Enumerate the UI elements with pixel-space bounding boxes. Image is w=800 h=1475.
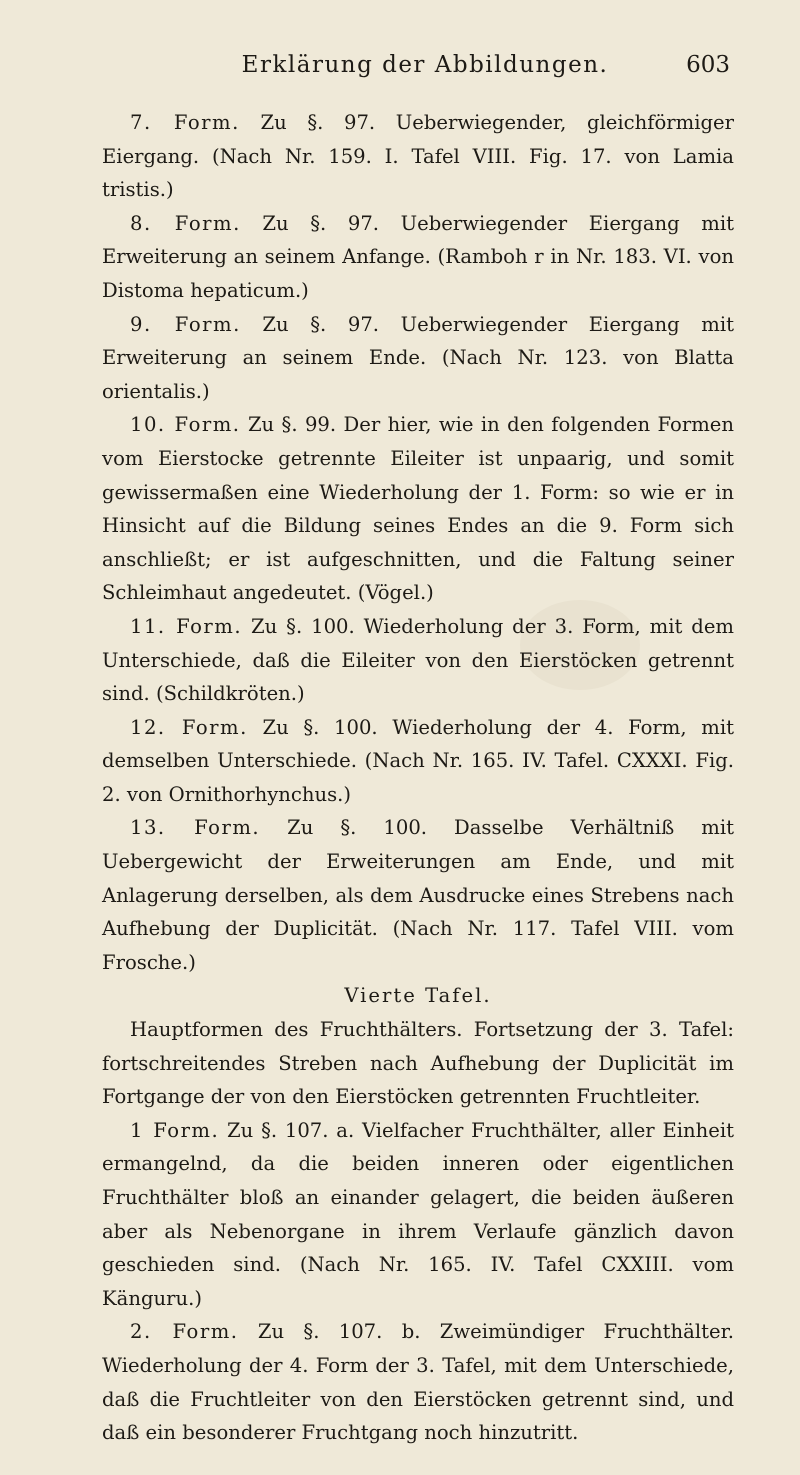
paragraph-form-7: [102, 106, 734, 207]
form-label: 12. Form.: [130, 715, 248, 739]
paragraph-text: Zu §. 100. Dasselbe Verhältniß mit Uebergewicht der Erweiterungen am Ende, und mit Anlagerung derselben, als dem Ausdrucke eines Strebens nach Aufhebung der Duplicität. (Nach Nr. 117. Tafel VIII. vom Frosche.): [102, 816, 734, 974]
form-label: 10. Form.: [130, 413, 241, 437]
running-header: [120, 52, 730, 86]
paragraph-form-13: [102, 811, 734, 979]
section-intro: Hauptformen des Fruchthälters. Fortsetzung der 3. Tafel: fortschreitendes Streben nach Aufhebung der Duplicität im Fortgange der von den Eierstöcken getrennten Fruchtleiter.: [102, 1018, 734, 1109]
form-label: 9. Form.: [130, 312, 241, 336]
paragraph-form-1: [102, 1114, 734, 1316]
paragraph-text: Zu §. 99. Der hier, wie in den folgenden Formen vom Eierstocke getrennte Eileiter ist unpaarig, und somit gewissermaßen eine Wiederholung der 1. Form: so wie er in Hinsicht auf die Bildung seines Endes an die 9. Form sich anschließt; er ist aufgeschnitten, und die Faltung seiner Schleimhaut angedeutet. (Vögel.): [102, 413, 734, 605]
paragraph-text: Zu §. 100. Wiederholung der 4. Form, mit demselben Unterschiede. (Nach Nr. 165. IV. Tafel. CXXXI. Fig. 2. von Ornithorhynchus.): [102, 715, 734, 806]
paragraph-form-8: [102, 207, 734, 308]
paragraph-text: Zu §. 100. Wiederholung der 3. Form, mit dem Unterschiede, daß die Eileiter von den Eierstöcken getrennt sind. (Schildkröten.): [102, 614, 734, 706]
paragraph-text: Zu §. 107. b. Zweimündiger Fruchthälter. Wiederholung der 4. Form der 3. Tafel, mit dem Unterschiede, daß die Fruchtleiter von den Eierstöcken getrennt sind, und daß ein besonderer Fruchtgang noch hinzutritt.: [102, 1320, 735, 1445]
paragraph-text: Zu §. 97. Ueberwiegender Eiergang mit Erweiterung an seinem Anfange. (Ramboh r in Nr. 183. VI. von Distoma hepaticum.): [102, 211, 734, 302]
paragraph-text: Zu §. 107. a. Vielfacher Fruchthälter, aller Einheit ermangelnd, da die beiden inneren oder eigentlichen Fruchthälter bloß an einander gelagert, die beiden äußeren aber als Nebenorgane in ihrem Verlaufe gänzlich davon geschieden sind. (Nach Nr. 165. IV. Tafel CXXIII. vom Känguru.): [102, 1118, 734, 1310]
page-number: 603: [686, 52, 730, 78]
paragraph-text: Zu §. 97. Ueberwiegender, gleichförmiger Eiergang. (Nach Nr. 159. I. Tafel VIII. Fig. 17. von Lamia tristis.): [102, 111, 735, 202]
form-label: 8. Form.: [130, 211, 241, 235]
form-label: 13. Form.: [130, 816, 261, 840]
paragraph-text: Zu §. 97. Ueberwiegender Eiergang mit Erweiterung an seinem Ende. (Nach Nr. 123. von Blatta orientalis.): [102, 312, 734, 403]
paragraph-form-9: [102, 308, 734, 409]
page-title: Erklärung der Abbildungen.: [241, 52, 609, 78]
paragraph-form-11: [102, 610, 734, 711]
paragraph-form-12: [102, 711, 734, 812]
paragraph-form-10: [102, 408, 734, 610]
section-heading: Vierte Tafel.: [344, 984, 492, 1008]
paragraph-form-2: [102, 1315, 734, 1449]
form-label: 7. Form.: [130, 111, 240, 134]
form-label: 11. Form.: [130, 614, 243, 638]
page-body: [102, 106, 734, 1450]
form-label: 1 Form.: [130, 1118, 220, 1142]
form-label: 2. Form.: [130, 1320, 239, 1344]
